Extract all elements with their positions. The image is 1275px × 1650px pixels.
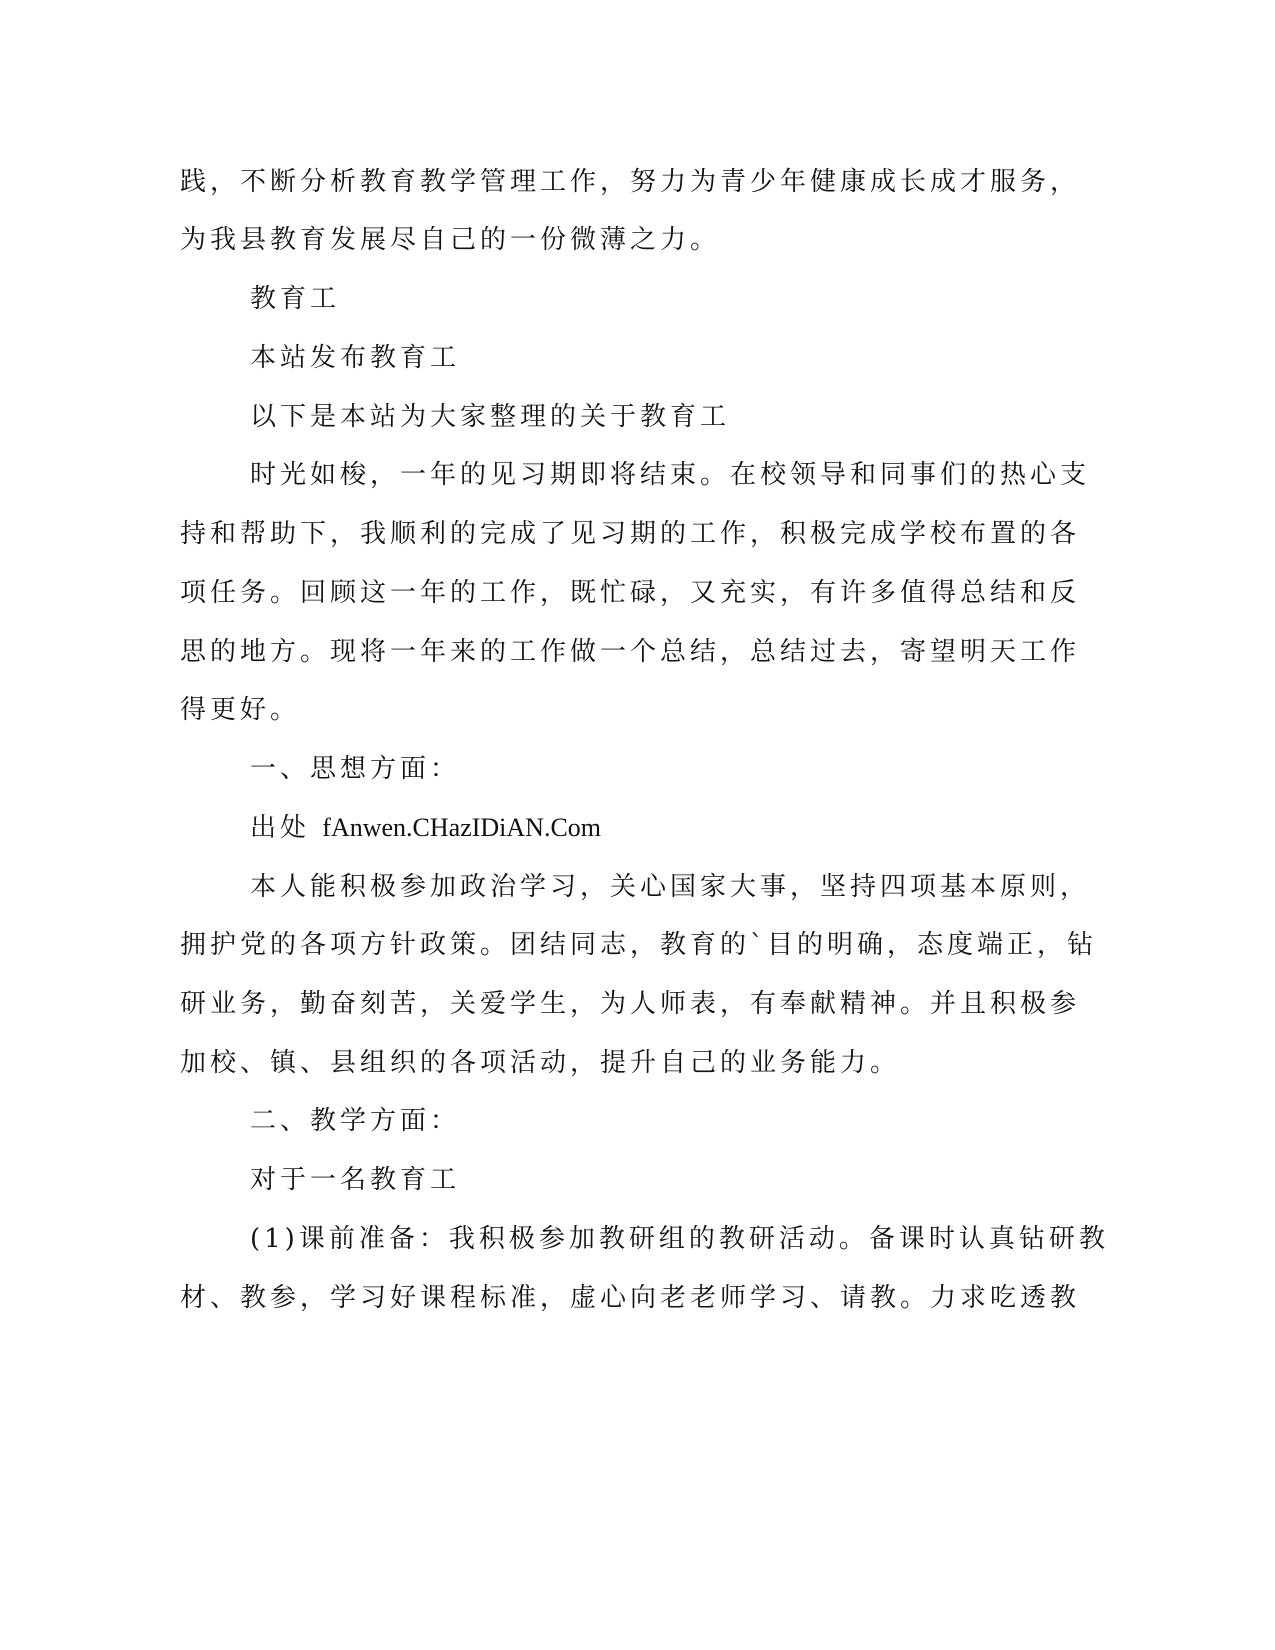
text-line: 践，不断分析教育教学管理工作，努力为青少年健康成长成才服务，: [180, 167, 1081, 197]
source-url: fAnwen.CHazIDiAN.Com: [322, 813, 602, 842]
text-line: 思的地方。现将一年来的工作做一个总结，总结过去，寄望明天工作: [180, 637, 1081, 667]
text-line: 项任务。回顾这一年的工作，既忙碌，又充实，有许多值得总结和反: [180, 578, 1081, 608]
source-line: [250, 808, 1110, 848]
text-line: 本站发布教育工: [250, 343, 461, 373]
text-line: 教育工: [250, 284, 341, 314]
text-line: 本人能积极参加政治学习，关心国家大事，坚持四项基本原则，: [250, 872, 1091, 902]
source-label: 出处: [250, 813, 311, 843]
text-line: 拥护党的各项方针政策。团结同志，教育的`目的明确，态度端正，钻: [180, 930, 1098, 960]
text-line: 为我县教育发展尽自己的一份微薄之力。: [180, 225, 721, 255]
text-line: 对于一名教育工: [250, 1165, 461, 1195]
text-line: (1)课前准备：我积极参加教研组的教研活动。备课时认真钻研教: [250, 1224, 1109, 1254]
text-line: 加校、镇、县组织的各项活动，提升自己的业务能力。: [180, 1048, 901, 1078]
section-heading: 一、思想方面：: [250, 754, 461, 784]
text-line: 得更好。: [180, 695, 301, 725]
text-line: 研业务，勤奋刻苦，关爱学生，为人师表，有奉献精神。并且积极参: [180, 989, 1081, 1019]
text-line: 以下是本站为大家整理的关于教育工: [250, 402, 731, 432]
text-line: 材、教参，学习好课程标准，虚心向老老师学习、请教。力求吃透教: [180, 1283, 1081, 1313]
text-line: 时光如梭，一年的见习期即将结束。在校领导和同事们的热心支: [250, 460, 1091, 490]
section-heading: 二、教学方面：: [250, 1106, 461, 1136]
text-line: 持和帮助下，我顺利的完成了见习期的工作，积极完成学校布置的各: [180, 519, 1081, 549]
